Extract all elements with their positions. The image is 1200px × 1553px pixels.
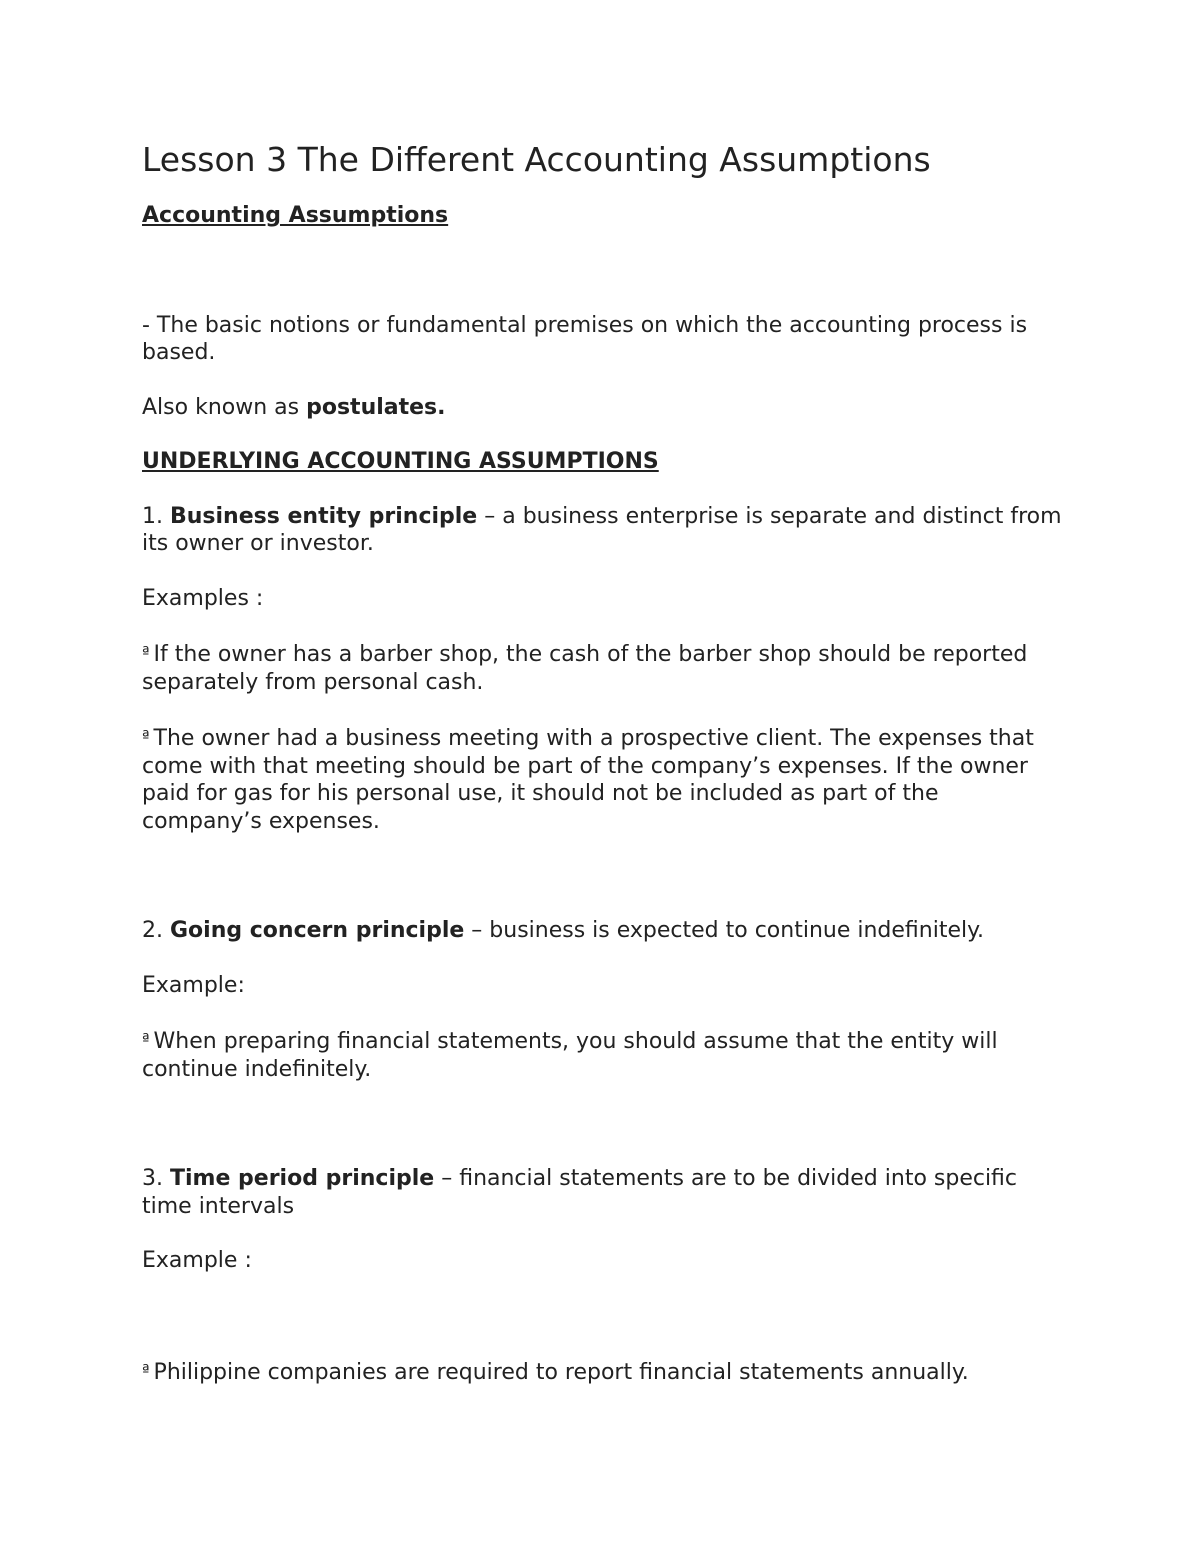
- example-text: When preparing financial statements, you should assume that the entity will continue indefinitely.: [142, 1029, 998, 1082]
- principle-1-paragraph: [142, 503, 1062, 558]
- example-text: If the owner has a barber shop, the cash of the barber shop should be reported separately from personal cash.: [142, 642, 1028, 695]
- principle-3-examples-label: Example :: [142, 1248, 252, 1273]
- bullet-icon: ª: [142, 1360, 150, 1380]
- principle-2-number: 2.: [142, 918, 170, 943]
- bullet-icon: ª: [142, 1030, 150, 1049]
- also-known-paragraph: [142, 394, 1062, 422]
- principle-3-name: Time period principle: [169, 1166, 435, 1191]
- principle-2-name: Going concern principle: [169, 918, 465, 943]
- principle-1-example-2: [142, 723, 1062, 835]
- page-title: Lesson 3 The Different Accounting Assumptions: [142, 140, 931, 179]
- section-heading-underlying-assumptions: UNDERLYING ACCOUNTING ASSUMPTIONS: [142, 449, 659, 474]
- principle-2-example-1: [142, 1026, 1062, 1083]
- section-heading-accounting-assumptions: Accounting Assumptions: [142, 203, 449, 228]
- document-content: [142, 138, 1062, 1386]
- bullet-icon: ª: [142, 727, 150, 746]
- principle-2-description: – business is expected to continue indefinitely.: [464, 918, 984, 943]
- principle-2-examples-label: Example:: [142, 972, 245, 998]
- postulates-term: postulates.: [306, 394, 446, 420]
- principle-1-example-1: [142, 639, 1062, 696]
- principle-1-description: – a business enterprise is separate and distinct from its owner or investor.: [142, 503, 1062, 556]
- principle-3-number: 3.: [142, 1166, 170, 1191]
- example-text: Philippine companies are required to report financial statements annually.: [153, 1359, 969, 1385]
- principle-3-example-1: [142, 1357, 1062, 1387]
- principle-2-paragraph: [142, 917, 1062, 945]
- principle-1-number: 1.: [142, 503, 170, 529]
- principle-1-name: Business entity principle: [169, 503, 478, 529]
- example-text: The owner had a business meeting with a prospective client. The expenses that come with that meeting should be part of the company’s expenses. If the owner paid for gas for his personal use, it should not be included as part of the company’s expenses.: [142, 726, 1034, 834]
- principle-3-paragraph: [142, 1165, 1062, 1220]
- definition-paragraph: - The basic notions or fundamental premises on which the accounting process is based.: [142, 312, 1028, 365]
- also-known-prefix: Also known as: [142, 394, 307, 420]
- principle-1-examples-label: Examples :: [142, 585, 264, 611]
- bullet-icon: ª: [142, 643, 150, 662]
- principle-3-description: – financial statements are to be divided into specific time intervals: [142, 1166, 1018, 1219]
